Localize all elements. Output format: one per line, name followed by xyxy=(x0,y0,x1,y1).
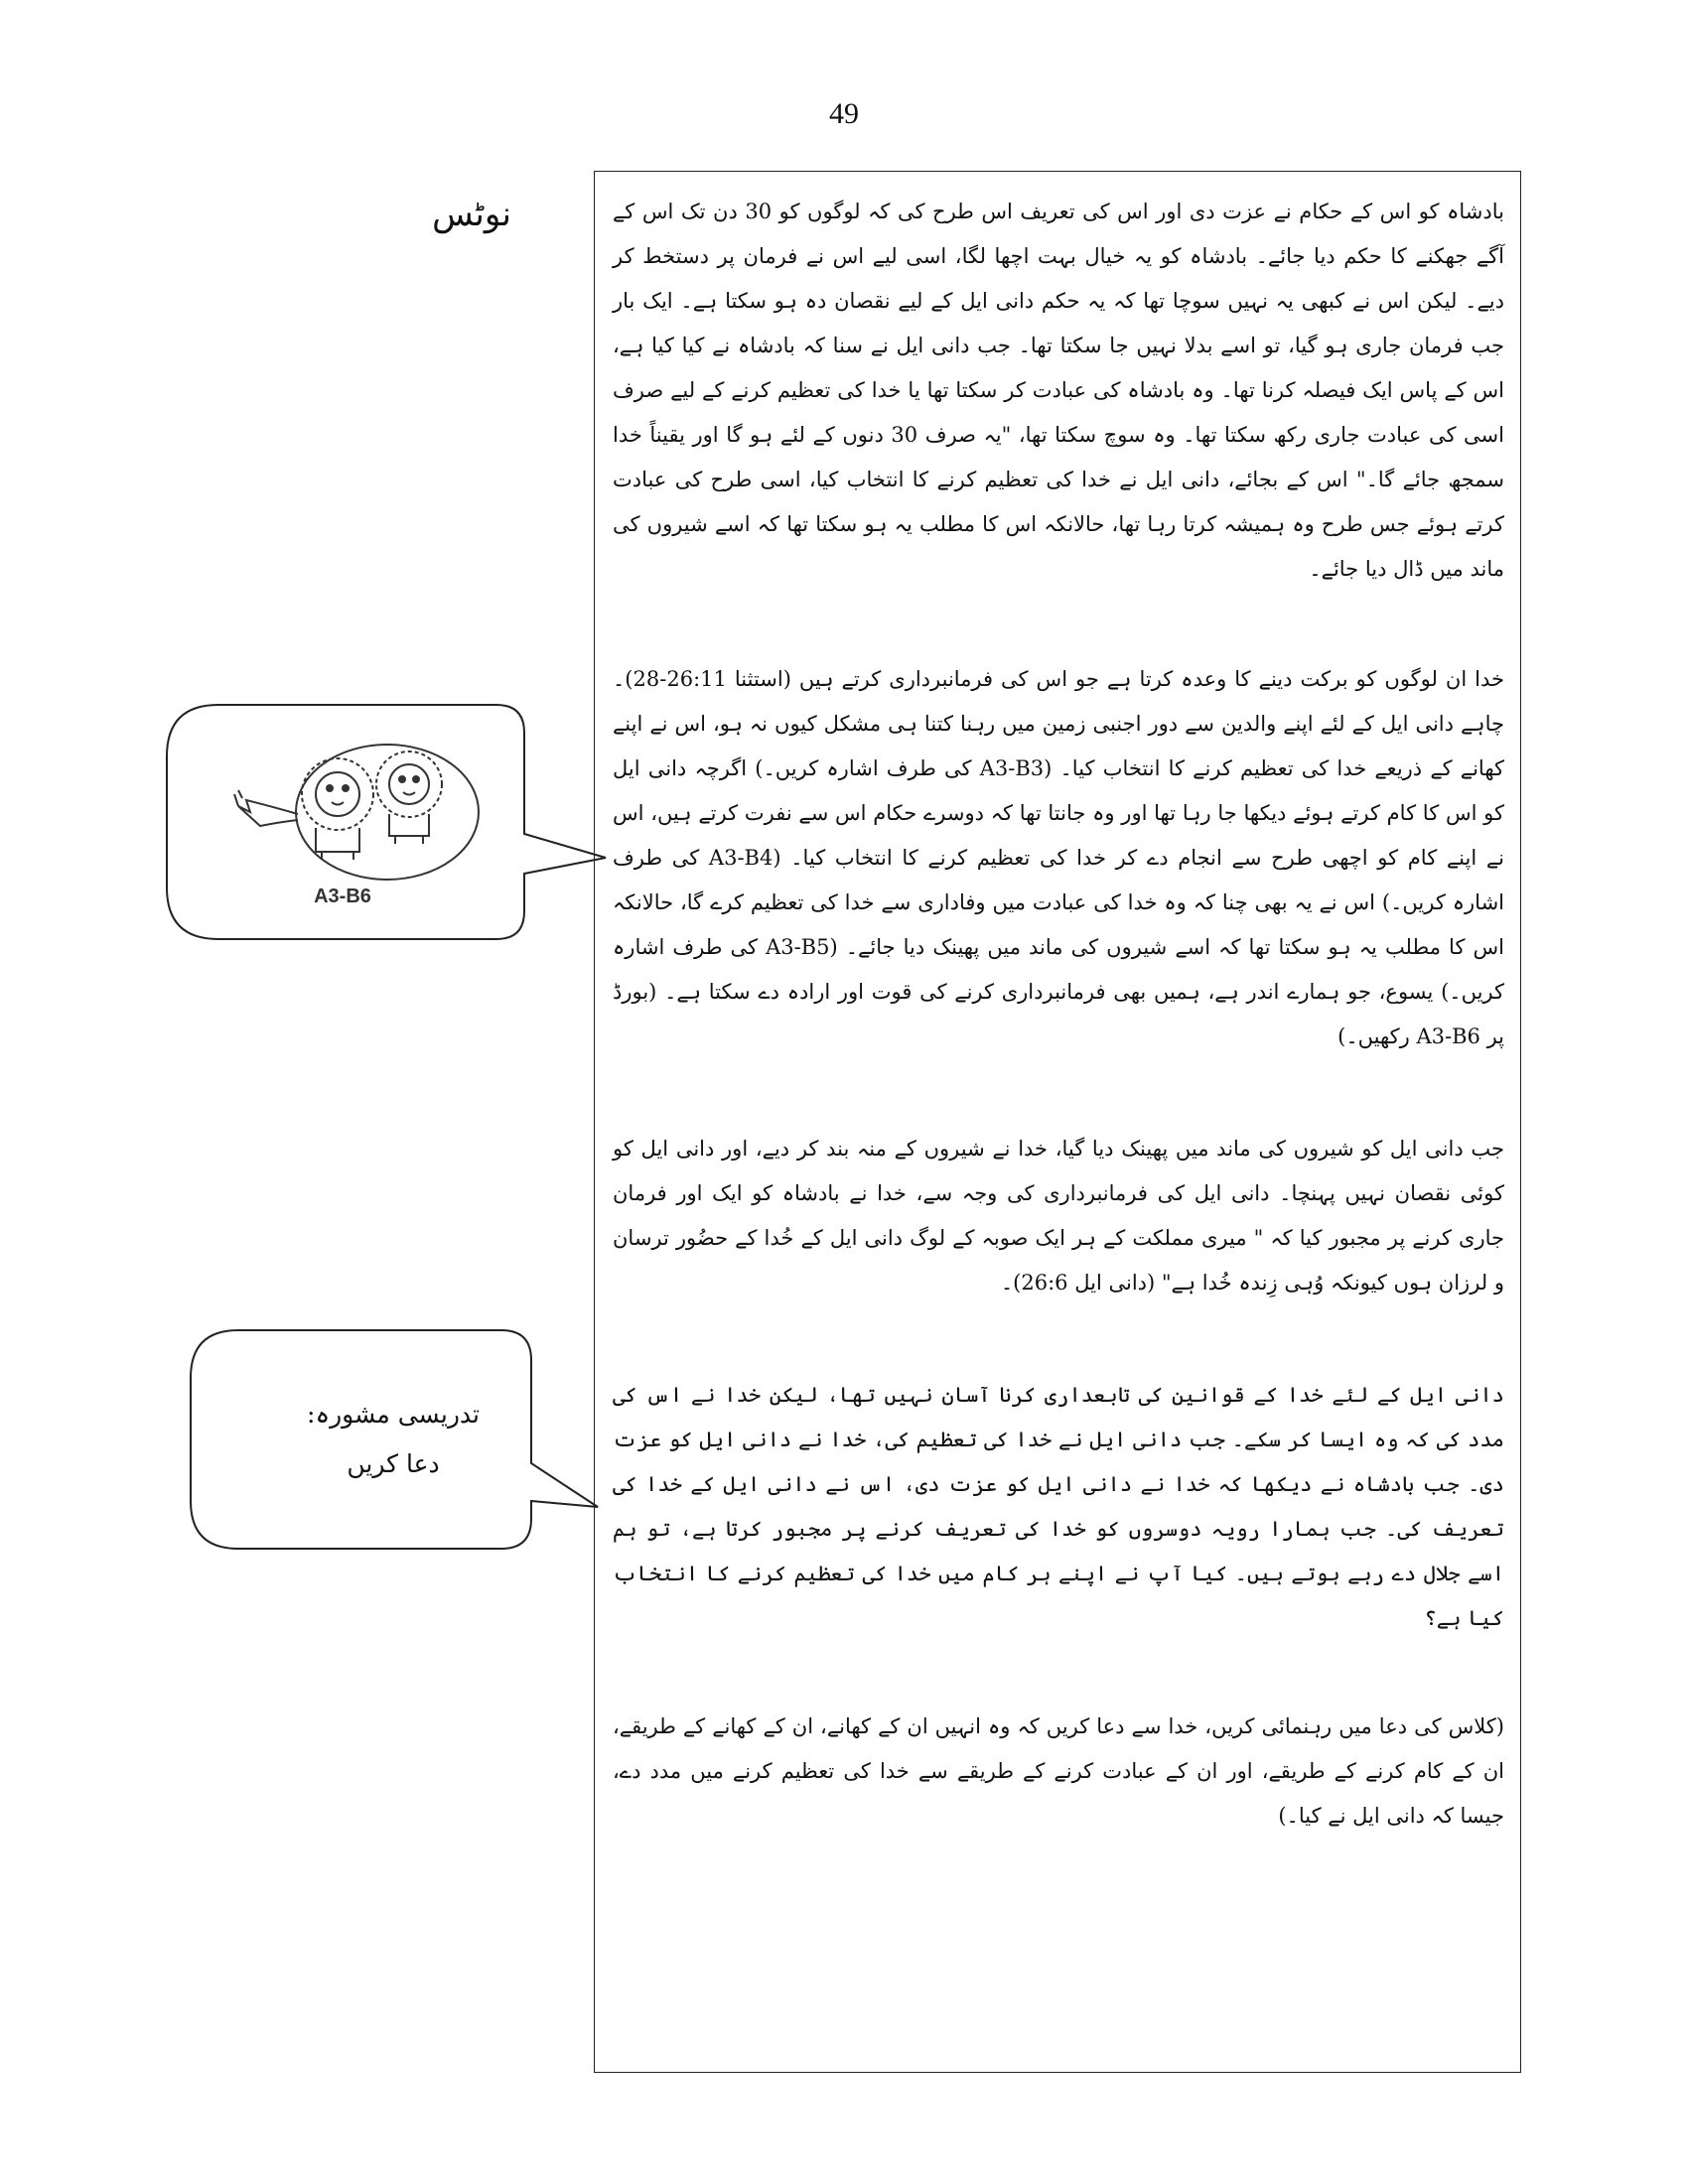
page-number: 49 xyxy=(829,97,859,130)
paragraph-4: دانی ایل کے لئے خدا کے قوانین کی تابعداری کرنا آسان نہیں تھا، لیکن خدا نے اس کی مدد کی کہ وہ ایسا کر سکے۔ جب دانی ایل نے خدا کی تعظیم کی، خدا نے دانی ایل کو عزت دی۔ جب بادشاہ نے دیکھا کہ خدا نے دانی ایل کو عزت دی، اس نے دانی ایل کے خدا کی تعریف کی۔ جب ہمارا رویہ دوسروں کو خدا کی تعریف کرنے پر مجبور کرتا ہے، تو ہم اسے جلال دے رہے ہوتے ہیں۔ کیا آپ نے اپنے ہر کام میں خدا کی تعظیم کرنے کا انتخاب کیا ہے؟ xyxy=(613,1383,1504,1630)
paragraph-2: خدا ان لوگوں کو برکت دینے کا وعدہ کرتا ہے جو اس کی فرمانبرداری کرتے ہیں (استثنا 26:11-28)۔ چاہے دانی ایل کے لئے اپنے والدین سے دور اجنبی زمین میں رہنا کتنا ہی مشکل کیوں نہ ہو، اس نے اپنے کھانے کے ذریعے خدا کی تعظیم کرنے کا انتخاب کیا۔ (A3-B3 کی طرف اشارہ کریں۔) اگرچہ دانی ایل کو اس کا کام کرتے ہوئے دیکھا جا رہا تھا اور وہ جانتا تھا کہ دوسرے حکام اس سے نفرت کرتے ہیں، اس نے اپنے کام کو اچھی طرح سے انجام دے کر خدا کی تعظیم کرنے کا انتخاب کیا۔ (A3-B4 کی طرف اشارہ کریں۔) اس نے یہ بھی چنا کہ وہ خدا کی عبادت میں وفاداری سے خدا کی تعظیم کرے گا، حالانکہ اس کا مطلب یہ ہو سکتا تھا کہ اسے شیروں کی ماند میں پھینک دیا جائے۔ (A3-B5 کی طرف اشارہ کریں۔) یسوع، جو ہمارے اندر ہے، ہمیں بھی فرمانبرداری کرنے کی قوت اور ارادہ دے سکتا ہے۔ (بورڈ پر A3-B6 رکھیں۔) xyxy=(613,667,1505,1048)
paragraph-1: بادشاہ کو اس کے حکام نے عزت دی اور اس کی تعریف اس طرح کی کہ لوگوں کو 30 دن تک اس کے آگے جھکنے کا حکم دیا جائے۔ بادشاہ کو یہ خیال بہت اچھا لگا، اسی لیے اس نے فرمان پر دستخط کر دیے۔ لیکن اس نے کبھی یہ نہیں سوچا تھا کہ یہ حکم دانی ایل کے لیے نقصان دہ ہو سکتا ہے۔ ایک بار جب فرمان جاری ہو گیا، تو اسے بدلا نہیں جا سکتا تھا۔ جب دانی ایل نے سنا کہ بادشاہ نے کیا کیا ہے، اس کے پاس ایک فیصلہ کرنا تھا۔ وہ بادشاہ کی عبادت کر سکتا تھا یا خدا کی تعظیم کرنے کے لیے صرف اسی کی عبادت جاری رکھ سکتا تھا۔ وہ سوچ سکتا تھا، "یہ صرف 30 دنوں کے لئے ہو گا اور یقیناً خدا سمجھ جائے گا۔" اس کے بجائے، دانی ایل نے خدا کی تعظیم کرنے کا انتخاب کیا، اسی طرح کی عبادت کرتے ہوئے جس طرح وہ ہمیشہ کرتا رہا تھا، حالانکہ اس کا مطلب یہ ہو سکتا تھا کہ اسے شیروں کی ماند میں ڈال دیا جائے۔ xyxy=(613,200,1504,581)
teaching-callout xyxy=(195,1390,592,1489)
paragraph-3: جب دانی ایل کو شیروں کی ماند میں پھینک دیا گیا، خدا نے شیروں کے منہ بند کر دیے، اور دانی ایل کو کوئی نقصان نہیں پہنچا۔ دانی ایل کی فرمانبرداری کی وجہ سے، خدا نے بادشاہ کو ایک اور فرمان جاری کرنے پر مجبور کیا کہ " میری مملکت کے ہر ایک صوبہ کے لوگ دانی ایل کے خُدا کے حضُور ترسان و لرزان ہوں کیونکہ وُہی زِندہ خُدا ہے" (دانی ایل 26:6)۔ xyxy=(613,1137,1504,1295)
teaching-callout-title: تدریسی مشورہ: xyxy=(307,1400,480,1429)
teaching-callout-text: دعا کریں xyxy=(347,1449,440,1478)
paragraph-5: (کلاس کی دعا میں رہنمائی کریں، خدا سے دعا کریں کہ وہ انہیں ان کے کھانے، ان کے کھانے کے طریقے، ان کے کام کرنے کے طریقے، اور ان کے عبادت کرنے کے طریقے سے خدا کی تعظیم کرنے میں مدد دے، جیسا کہ دانی ایل نے کیا۔) xyxy=(613,1714,1504,1828)
notes-title: نوٹس xyxy=(432,195,511,234)
image-callout-caption: A3-B6 xyxy=(314,886,371,907)
content-box xyxy=(594,171,1521,2073)
